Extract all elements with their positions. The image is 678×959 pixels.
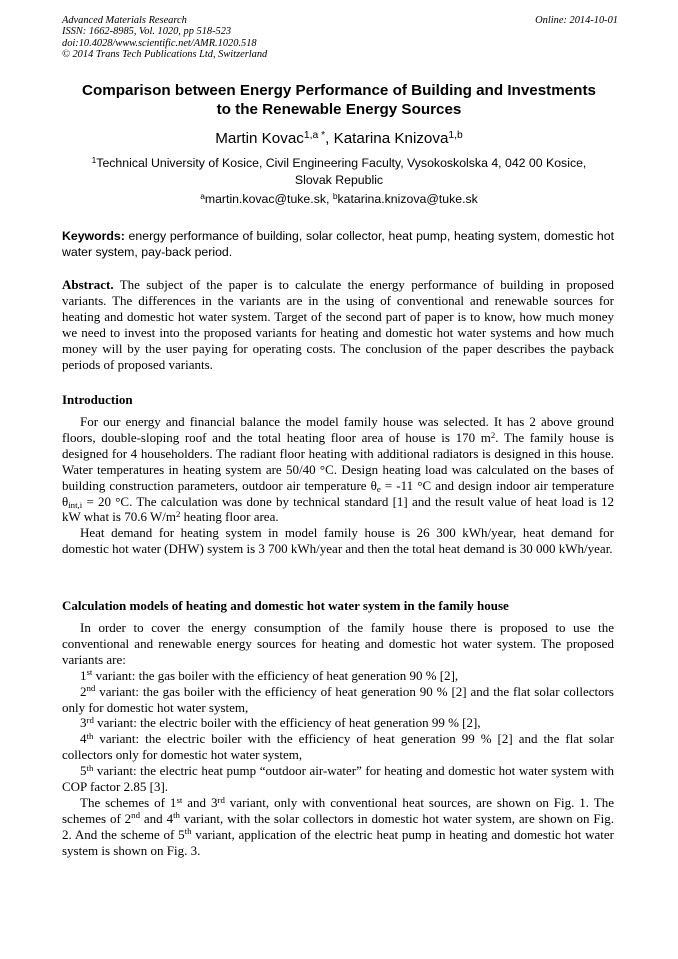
email-link[interactable]: martin.kovac@tuke.sk, [204, 192, 333, 206]
author-affiliation-mark: 1,a * [303, 129, 326, 141]
keywords [62, 228, 614, 260]
variant-item: 4th variant: the electric boiler with the efficiency of heat generation 99 % [2] and the flat solar collectors only for domestic hot water system, [62, 730, 614, 763]
publication-header [62, 15, 618, 61]
author-separator: , [325, 130, 334, 147]
abstract [62, 277, 614, 372]
author-emails [40, 191, 638, 208]
affiliation-line-2: Slovak Republic [294, 173, 384, 187]
email-mark: b [332, 190, 338, 201]
doi-line: doi:10.4028/www.scientific.net/AMR.1020.518 [62, 37, 257, 49]
author-list [40, 129, 638, 149]
keywords-text: energy performance of building, solar collector, heat pump, heating system, domestic hot water system, pay-back period. [62, 229, 614, 259]
affiliation-mark: 1 [91, 154, 97, 165]
email-mark: a [200, 190, 205, 201]
author-affiliation-mark: 1,b [448, 129, 463, 141]
affiliation [40, 155, 638, 189]
paragraph: For our energy and financial balance the model family house was selected. It has 2 above ground floors, double-sloping roof and the total heating floor area of house is 170 $m^2$. The family house is designed for 4 householders. The radiant floor heating with additional radiators is designed in this house. Water temperatures in heating system are 50/40 °C. Design heating load was calculated on the bases of building construction parameters, outdoor air temperature $\theta_e = -11$ °C and design indoor air temperature $\theta_{int,i} = 20$ °C. The calculation was done by technical standard [1] and the result value of heat load is 12 kW what is 70.6 $W/m^2$ heating floor area. [62, 414, 615, 525]
paragraph: The schemes of 1st and 3rd variant, only with conventional heat sources, are shown on Fig. 1. The schemes of 2nd and 4th variant, with the solar collectors in domestic hot water system, are shown on Fig. 2. And the scheme of 5th variant, application of the electric heat pump in heating and domestic hot water system is shown on Fig. 3. [62, 794, 614, 858]
keywords-label: Keywords: [62, 229, 125, 243]
paragraph: Heat demand for heating system in model family house is 26 300 kWh/year, heat demand for domestic hot water (DHW) system is 3 700 kWh/year and then the total heat demand is 30 000 kWh/year. [62, 525, 614, 557]
title-line-2: to the Renewable Energy Sources [216, 101, 462, 118]
author-name: Katarina Knizova [333, 130, 449, 147]
introduction-body [62, 414, 614, 557]
author-name: Martin Kovac [215, 130, 304, 147]
section-heading-introduction: Introduction [62, 392, 133, 407]
email-link[interactable]: katarina.knizova@tuke.sk [337, 192, 478, 206]
paragraph: In order to cover the energy consumption of the family house there is proposed to use the conventional and renewable energy sources for heating and domestic hot water system. The proposed variants are: [62, 620, 614, 667]
journal-name: Advanced Materials Research [62, 15, 187, 26]
variant-item: 3rd variant: the electric boiler with the efficiency of heat generation 99 % [2], [80, 715, 481, 731]
online-date: Online: 2014-10-01 [535, 15, 618, 26]
abstract-label: Abstract. [62, 277, 114, 292]
paper-title [40, 81, 638, 119]
section-heading-calculation-models: Calculation models of heating and domestic hot water system in the family house [62, 598, 509, 613]
affiliation-line-1: Technical University of Kosice, Civil Engineering Faculty, Vysokoskolska 4, 042 00 Kosice, [96, 156, 587, 170]
title-line-1: Comparison between Energy Performance of Building and Investments [82, 82, 596, 99]
variant-item: 1st variant: the gas boiler with the efficiency of heat generation 90 % [2], [80, 667, 459, 683]
variant-item: 2nd variant: the gas boiler with the efficiency of heat generation 90 % [2] and the flat solar collectors only for domestic hot water system, [62, 683, 614, 715]
abstract-text: The subject of the paper is to calculate the energy performance of building in proposed variants. The differences in the variants are in the using of conventional and renewable sources for heating and domestic hot water system. Target of the second part of paper is to know, how much money we need to invest into the proposed variants for heating and domestic hot water systems and how much money will by the user paying for operating costs. The conclusion of the paper describes the payback periods of proposed variants. [62, 277, 614, 372]
issn-line: ISSN: 1662-8985, Vol. 1020, pp 518-523 [62, 26, 232, 38]
copyright-line: © 2014 Trans Tech Publications Ltd, Switzerland [62, 49, 268, 61]
variant-item: 5th variant: the electric heat pump “outdoor air-water” for heating and domestic hot water system with COP factor 2.85 [3]. [62, 762, 614, 795]
calculation-models-body [62, 620, 614, 859]
